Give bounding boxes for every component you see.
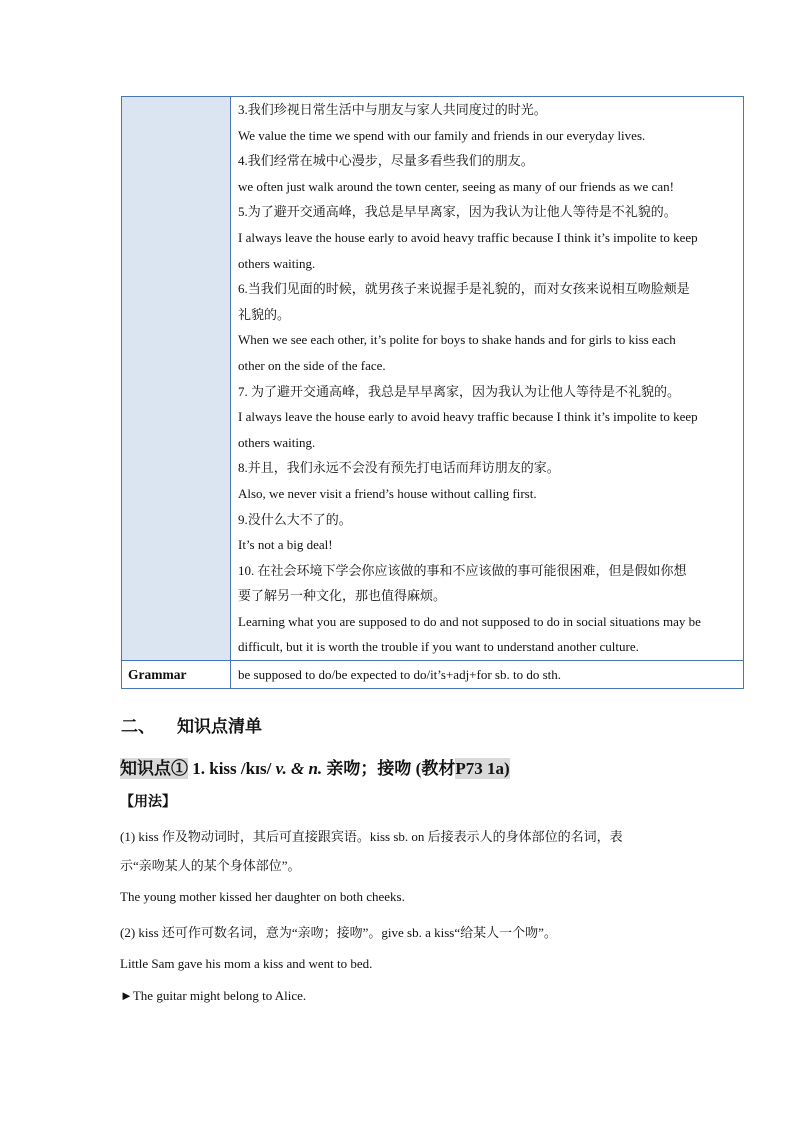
usage-line: 示“亲吻某人的某个身体部位”。 xyxy=(120,858,301,873)
kp-part-of-speech: v. & n. xyxy=(275,759,323,778)
example-line: ►The guitar might belong to Alice. xyxy=(120,988,307,1003)
sentence-line: 3.我们珍视日常生活中与朋友与家人共同度过的时光。 xyxy=(238,102,547,117)
kp-phonetic: /kɪs/ xyxy=(240,759,272,778)
sentence-line: others waiting. xyxy=(238,255,316,271)
sentence-line: Also, we never visit a friend’s house without calling first. xyxy=(238,485,537,501)
kp-meaning: 亲吻；接吻 xyxy=(326,759,412,778)
kp-source-open: (教材 xyxy=(415,759,456,778)
sentence-line: I always leave the house early to avoid heavy traffic because I think it’s impolite to keep xyxy=(238,409,698,425)
sentence-line: Learning what you are supposed to do and not supposed to do in social situations may be xyxy=(238,613,701,629)
usage-line: (1) kiss 作及物动词时，其后可直接跟宾语。kiss sb. on 后接表示人的身体部位的名词，表 xyxy=(120,829,623,844)
sentence-line: 要了解另一种文化，那也值得麻烦。 xyxy=(238,588,447,604)
sentence-line: other on the side of the face. xyxy=(238,357,386,373)
sentence-line: 4.我们经常在城中心漫步，尽量多看些我们的朋友。 xyxy=(238,153,534,169)
kp-source-ref: P73 1a) xyxy=(455,759,510,778)
sentence-line: we often just walk around the town center, seeing as many of our friends as we can! xyxy=(238,178,674,194)
sentence-table xyxy=(121,96,744,689)
sentence-line: difficult, but it is worth the trouble if you want to understand another culture. xyxy=(238,639,639,655)
sentence-line: We value the time we spend with our family and friends in our everyday lives. xyxy=(238,127,646,143)
sentence-line: 8.并且，我们永远不会没有预先打电话而拜访朋友的家。 xyxy=(238,460,560,476)
section-number: 二、 xyxy=(121,717,155,736)
sentence-line: 5.为了避开交通高峰，我总是早早离家，因为我认为让他人等待是不礼貌的。 xyxy=(238,204,677,220)
sentences-cell xyxy=(231,97,744,661)
section-heading xyxy=(121,712,262,737)
sentence-line: 礼貌的。 xyxy=(238,306,291,322)
usage-line: (2) kiss 还可作可数名词，意为“亲吻；接吻”。give sb. a kiss“给某人一个吻”。 xyxy=(120,925,557,940)
grammar-row xyxy=(122,661,744,689)
grammar-label: Grammar xyxy=(122,661,231,689)
sentence-line: 10. 在社会环境下学会你应该做的事和不应该做的事可能很困难，但是假如你想 xyxy=(238,562,687,578)
example-line: The young mother kissed her daughter on both cheeks. xyxy=(120,889,405,904)
sentence-line: 7. 为了避开交通高峰，我总是早早离家，因为我认为让他人等待是不礼貌的。 xyxy=(238,383,681,399)
row-label-cell xyxy=(122,97,231,661)
sentence-line: others waiting. xyxy=(238,434,316,450)
usage-tag: 【用法】 xyxy=(120,795,176,810)
kp-prefix: 知识点① xyxy=(120,759,188,778)
kp-word: 1. kiss xyxy=(192,759,237,778)
sentence-line: It’s not a big deal! xyxy=(238,537,333,553)
grammar-text: be supposed to do/be expected to do/it’s+adj+for sb. to do sth. xyxy=(231,661,744,689)
section-title: 知识点清单 xyxy=(177,717,262,736)
knowledge-point-heading xyxy=(120,756,510,782)
example-line: Little Sam gave his mom a kiss and went to bed. xyxy=(120,956,373,971)
sentence-line: When we see each other, it’s polite for boys to shake hands and for girls to kiss each xyxy=(238,332,676,348)
sentences-row xyxy=(122,97,744,661)
sentence-line: I always leave the house early to avoid heavy traffic because I think it’s impolite to keep xyxy=(238,229,698,245)
sentence-line: 9.没什么大不了的。 xyxy=(238,511,352,527)
sentence-line: 6.当我们见面的时候，就男孩子来说握手是礼貌的，而对女孩来说相互吻脸颊是 xyxy=(238,281,690,297)
